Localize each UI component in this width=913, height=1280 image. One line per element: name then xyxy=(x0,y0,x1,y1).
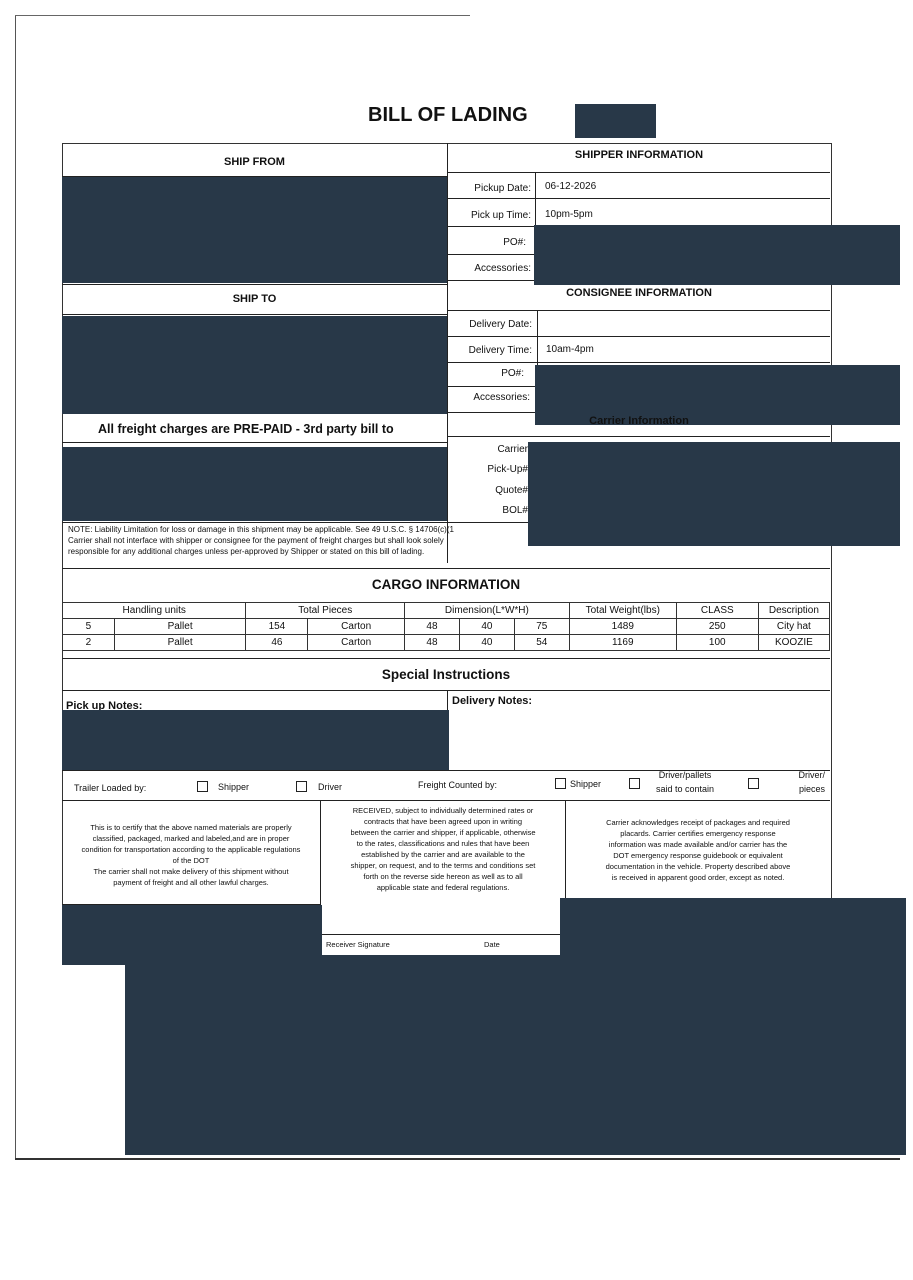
row-height: 75 xyxy=(514,619,569,635)
loaded-driver-checkbox[interactable] xyxy=(296,781,307,792)
certify-middle-text xyxy=(321,805,565,893)
counted-shipper-checkbox[interactable] xyxy=(555,778,566,789)
liability-line-1: NOTE: Liability Limitation for loss or damage in this shipment may be applicable. See 49 U.S.C. § 14706(c)(1 xyxy=(68,525,454,534)
shipper-accessories-label: Accessories: xyxy=(474,263,531,274)
row-class: 100 xyxy=(676,635,758,651)
delivery-notes-label: Delivery Notes: xyxy=(452,695,533,707)
col-dimension: Dimension(L*W*H) xyxy=(405,603,570,619)
certify-right-text xyxy=(566,817,830,883)
row-length: 48 xyxy=(405,635,460,651)
counted-driver-pieces-checkbox[interactable] xyxy=(748,778,759,789)
row-piece-type: Carton xyxy=(308,619,405,635)
certify-left-line: payment of freight and all other lawful charges. xyxy=(113,878,269,887)
cargo-table xyxy=(62,602,830,651)
row-description: KOOZIE xyxy=(758,635,829,651)
loaded-driver-label: Driver xyxy=(318,782,342,792)
row-class: 250 xyxy=(676,619,758,635)
certify-right-line: DOT emergency response guidebook or equivalent xyxy=(613,851,783,860)
receiver-date-label: Date xyxy=(484,940,500,949)
certify-right-line: Carrier acknowledges receipt of packages and required xyxy=(606,818,790,827)
certify-middle-line: established by the carrier and are available to the xyxy=(361,850,525,859)
certify-middle-line: between the carrier and shipper, if applicable, otherwise xyxy=(350,828,536,837)
scan-left-edge xyxy=(15,15,16,1160)
shipper-po-label: PO#: xyxy=(503,237,526,248)
certify-right-line: placards. Carrier certifies emergency response xyxy=(620,829,776,838)
row-unit-type: Pallet xyxy=(114,619,246,635)
table-row xyxy=(63,635,830,651)
special-instructions-heading: Special Instructions xyxy=(381,667,511,682)
divider xyxy=(62,314,447,315)
divider xyxy=(62,568,830,569)
certify-left-line: condition for transportation according to the applicable regulations xyxy=(81,845,301,854)
row-description: City hat xyxy=(758,619,829,635)
row-pieces: 46 xyxy=(246,635,308,651)
certify-middle-line: forth on the reverse side hereon as well as to all xyxy=(363,872,523,881)
divider xyxy=(62,690,830,691)
row-units: 2 xyxy=(63,635,115,651)
pickup-time-value: 10pm-5pm xyxy=(545,209,593,220)
prepaid-note: All freight charges are PRE-PAID - 3rd party bill to xyxy=(98,422,394,436)
consignee-accessories-label: Accessories: xyxy=(473,392,530,403)
document-title: BILL OF LADING xyxy=(368,104,528,126)
liability-line-3: responsible for any additional charges unless per-approved by Shipper or stated on this bill of lading. xyxy=(68,547,425,556)
table-row xyxy=(63,619,830,635)
consignee-po-label: PO#: xyxy=(501,368,524,379)
carrier-bol-label: BOL# xyxy=(502,505,528,516)
receiver-signature-label: Receiver Signature xyxy=(326,940,390,949)
driver-pallets-line-1: Driver/pallets xyxy=(658,770,712,780)
divider xyxy=(448,310,830,311)
scan-top-edge xyxy=(15,15,470,16)
certify-middle-line: RECEIVED, subject to individually determined rates or xyxy=(352,806,534,815)
redaction-title-id xyxy=(575,104,656,138)
carrier-pickup-label: Pick-Up# xyxy=(487,464,528,475)
divider xyxy=(448,198,830,199)
delivery-time-label: Delivery Time: xyxy=(468,345,532,356)
carrier-label: Carrier xyxy=(497,444,528,455)
ship-from-heading: SHIP FROM xyxy=(224,156,285,168)
divider xyxy=(448,172,830,173)
redaction-bottom-block xyxy=(125,955,906,1155)
row-length: 48 xyxy=(405,619,460,635)
counted-shipper-label: Shipper xyxy=(570,779,602,789)
certify-middle-line: shipper, on request, and to the terms and conditions set xyxy=(350,861,536,870)
certify-middle-line: contracts that have been agreed upon in writing xyxy=(363,817,523,826)
divider xyxy=(448,436,830,437)
pickup-date-label: Pickup Date: xyxy=(474,183,531,194)
driver-pieces-line-1: Driver/ xyxy=(798,770,825,780)
row-units: 5 xyxy=(63,619,115,635)
col-description: Description xyxy=(758,603,829,619)
pickup-notes-label: Pick up Notes: xyxy=(66,700,143,710)
shipper-info-heading: SHIPPER INFORMATION xyxy=(574,149,704,161)
carrier-info-heading: Carrier Information xyxy=(589,415,689,427)
cargo-header-row xyxy=(63,603,830,619)
ship-to-heading: SHIP TO xyxy=(232,293,277,305)
row-height: 54 xyxy=(514,635,569,651)
certify-left-line: classified, packaged, marked and labeled,and are in proper xyxy=(92,834,290,843)
driver-pallets-line-2: said to contain xyxy=(655,784,715,794)
row-weight: 1169 xyxy=(569,635,676,651)
divider xyxy=(448,362,830,363)
pickup-time-label: Pick up Time: xyxy=(470,210,531,221)
col-total-pieces: Total Pieces xyxy=(246,603,405,619)
row-width: 40 xyxy=(459,635,514,651)
loaded-shipper-checkbox[interactable] xyxy=(197,781,208,792)
row-unit-type: Pallet xyxy=(114,635,246,651)
divider xyxy=(448,336,830,337)
certify-left-line: The carrier shall not make delivery of this shipment without xyxy=(93,867,289,876)
divider xyxy=(62,522,528,523)
divider xyxy=(62,442,447,443)
divider xyxy=(62,658,830,659)
redaction-carrier-info xyxy=(528,442,900,546)
redaction-bill-to xyxy=(62,447,447,521)
certify-right-line: is received in apparent good order, except as noted. xyxy=(611,873,785,882)
certify-right-line: documentation in the vehicle. Property described above xyxy=(605,862,791,871)
certify-right-line: information was made available and/or carrier has the xyxy=(608,840,788,849)
consignee-info-heading: CONSIGNEE INFORMATION xyxy=(566,287,712,299)
row-weight: 1489 xyxy=(569,619,676,635)
counted-driver-pallets-label xyxy=(645,768,725,796)
redaction-shipper-po xyxy=(534,225,900,285)
cargo-heading: CARGO INFORMATION xyxy=(371,577,521,592)
divider xyxy=(62,284,447,285)
certify-left-line: This is to certify that the above named materials are properly xyxy=(90,823,292,832)
row-pieces: 154 xyxy=(246,619,308,635)
freight-counted-label: Freight Counted by: xyxy=(418,780,498,790)
liability-note xyxy=(68,524,528,557)
col-total-weight: Total Weight(lbs) xyxy=(569,603,676,619)
delivery-time-value: 10am-4pm xyxy=(546,344,594,355)
pickup-date-value: 06-12-2026 xyxy=(545,181,597,192)
counted-driver-pieces-label xyxy=(775,768,825,796)
col-handling-units: Handling units xyxy=(63,603,246,619)
redaction-ship-to-address xyxy=(62,316,447,414)
certify-middle-line: applicable state and federal regulations. xyxy=(376,883,510,892)
delivery-date-label: Delivery Date: xyxy=(469,319,532,330)
row-width: 40 xyxy=(459,619,514,635)
carrier-quote-label: Quote# xyxy=(495,485,528,496)
row-piece-type: Carton xyxy=(308,635,405,651)
certify-left-text xyxy=(62,822,320,888)
counted-driver-pallets-checkbox[interactable] xyxy=(629,778,640,789)
receiver-signature-line xyxy=(321,934,565,935)
liability-line-2: Carrier shall not interface with shipper or consignee for the payment of freight charges but shall look solely xyxy=(68,536,444,545)
driver-pieces-line-2: pieces xyxy=(798,784,825,794)
certify-middle-line: to the rates, classifications and rules that have been xyxy=(356,839,530,848)
scan-bottom-edge xyxy=(15,1158,900,1160)
divider xyxy=(62,800,830,801)
redaction-ship-from-address xyxy=(62,177,447,283)
certify-left-line: of the DOT xyxy=(172,856,210,865)
trailer-loaded-label: Trailer Loaded by: xyxy=(74,783,147,793)
col-class: CLASS xyxy=(676,603,758,619)
loaded-shipper-label: Shipper xyxy=(218,782,250,792)
redaction-pickup-notes xyxy=(62,710,449,770)
